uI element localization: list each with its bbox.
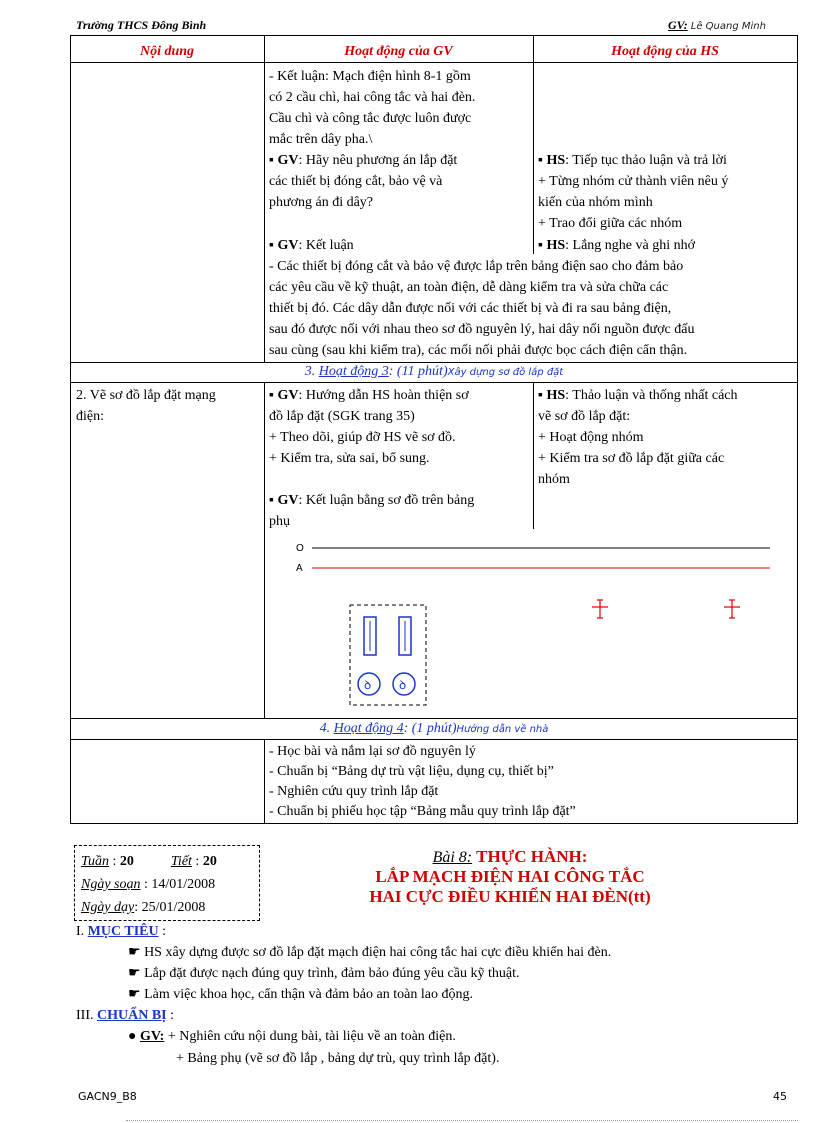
lesson-title-line1: Bài 8: THỰC HÀNH:: [432, 847, 588, 866]
lamp-2-icon: [724, 600, 740, 618]
col-divider-1b: [264, 382, 265, 718]
wiring-diagram: [270, 535, 790, 715]
objective-item: ☛ Làm việc khoa học, cẩn thận và đảm bảo an toàn lao động.: [128, 987, 473, 1002]
act3-bottom: [70, 382, 798, 383]
col-header-hs: Hoạt động của HS: [611, 44, 719, 59]
footer-code: GACN9_B8: [78, 1090, 137, 1103]
row1-bottom: [70, 362, 798, 363]
row2-bottom: [70, 718, 798, 719]
lesson-title: [290, 847, 730, 907]
row1-conclusion-text: - Các thiết bị đóng cắt và bảo vệ được lắp trên bảng điện sao cho đảm bảo các yêu cầu về kỹ thuật, an toàn điện, dễ dàng kiểm tra và sửa chữa các thiết bị đó. Các dây dẫn được nối với các thiết bị và đi ra sau bảng điện, sau đó được nối với nhau theo sơ đồ nguyên lý, hai dây nối nguồn được đấu sau cùng (sau khi kiểm tra), các mối nối phải được bọc cách điện cẩn thận.: [269, 259, 695, 358]
row2-content: 2. Vẽ sơ đồ lắp đặt mạng điện:: [76, 388, 216, 424]
activity-4-heading: 4. Hoạt động 4: (1 phút)Hướng dẫn về nhà: [319, 721, 549, 736]
activity-4-handwriting: Hướng dẫn về nhà: [456, 724, 549, 735]
switch-2-symbol: ꝺ: [399, 678, 407, 692]
table-left-border: [70, 36, 71, 823]
row1-gv-conclusion: - Kết luận: Mạch điện hình 8-1 gồm có 2 cầu chì, hai công tắc và hai đèn. Cầu chì và công tắc được luôn được mắc trên dây pha.\: [269, 69, 476, 147]
objective-item: ☛ Lắp đặt được nạch đúng quy trình, đảm bảo đúng yêu cầu kỹ thuật.: [128, 966, 520, 981]
row2-gv-guide: ▪ GV: Hướng dẫn HS hoàn thiện sơ đồ lắp đặt (SGK trang 35) + Theo dõi, giúp đỡ HS vẽ sơ đồ. + Kiểm tra, sửa sai, bổ sung.: [269, 388, 469, 466]
pointing-hand-icon: ☛: [128, 945, 141, 960]
footer-rule: [126, 1120, 798, 1121]
header-rule: [70, 35, 798, 36]
table-bottom: [70, 823, 798, 824]
row1-gv-question: ▪ GV: Hãy nêu phương án lắp đặt các thiết bị đóng cắt, bảo vệ và phương án đi dây?: [269, 153, 458, 210]
col-header-gv: Hoạt động của GV: [344, 44, 453, 59]
act4-bottom: [70, 739, 798, 740]
lesson-info-box: Tuần : 20 Tiết : 20 Ngày soạn : 14/01/2008 Ngày dạy: 25/01/2008: [74, 845, 260, 921]
objectives-heading: I. MỤC TIÊU :: [76, 924, 166, 939]
row3-homework: - Học bài và nắm lại sơ đồ nguyên lý - Chuẩn bị “Bảng dự trù vật liệu, dụng cụ, thiết bị” - Nghiên cứu quy trình lắp đặt - Chuẩn bị phiếu học tập “Bảng mẫu quy trình lắp đặt”: [269, 744, 576, 819]
lesson-title-line3: HAI CỰC ĐIỀU KHIỂN HAI ĐÈN(tt): [369, 887, 651, 906]
page-number: 45: [773, 1090, 787, 1103]
bullet-icon: ●: [128, 1029, 137, 1044]
wire-a-label: A: [296, 563, 303, 574]
prepare-gv-line1: ● GV: + Nghiên cứu nội dung bài, tài liệu về an toàn điện.: [128, 1029, 456, 1044]
objective-item: ☛ HS xây dựng được sơ đồ lắp đặt mạch điện hai công tắc hai cực điều khiển hai đèn.: [128, 945, 612, 960]
col-divider-1a: [264, 36, 265, 362]
pointing-hand-icon: ☛: [128, 987, 141, 1002]
wire-o-label: O: [296, 543, 304, 554]
activity-3-handwriting: Xây dựng sơ đồ lắp đặt: [447, 367, 564, 378]
switch-1-symbol: ꝺ: [364, 678, 372, 692]
row1-hs-listen: ▪ HS: Lắng nghe và ghi nhớ: [538, 238, 696, 253]
prepare-heading: III. CHUẨN BỊ :: [76, 1008, 175, 1023]
school-name: Trường THCS Đông Bình: [76, 18, 207, 32]
row1-hs-answer: ▪ HS: Tiếp tục thảo luận và trả lời + Từng nhóm cử thành viên nêu ý kiến của nhóm mình + Trao đổi giữa các nhóm: [538, 153, 729, 231]
teacher-label: [668, 18, 766, 33]
lamp-1-icon: [592, 600, 608, 618]
teacher-signature: Lê Quang Minh: [690, 21, 766, 32]
col-divider-2b: [533, 382, 534, 529]
col-header-content: Nội dung: [139, 44, 195, 59]
row1-gv-conclude: ▪ GV: Kết luận: [269, 238, 354, 253]
prepare-gv-line2: + Bảng phụ (vẽ sơ đồ lắp , bảng dự trù, quy trình lắp đặt).: [176, 1051, 500, 1066]
gv-label: GV:: [668, 18, 688, 32]
pointing-hand-icon: ☛: [128, 966, 141, 981]
row2-gv-conclude: ▪ GV: Kết luận bằng sơ đồ trên bảng phụ: [269, 493, 475, 529]
lesson-title-line2: LẮP MẠCH ĐIỆN HAI CÔNG TẮC: [375, 867, 645, 886]
panel-board: [350, 605, 426, 705]
table-right-border: [797, 36, 798, 823]
col-divider-1c: [264, 739, 265, 823]
activity-3-heading: 3. Hoạt động 3: (11 phút)Xây dựng sơ đồ lắp đặt: [304, 364, 564, 379]
col-divider-2a: [533, 36, 534, 254]
row2-hs: ▪ HS: Thảo luận và thống nhất cách vẽ sơ đồ lắp đặt: + Hoạt động nhóm + Kiểm tra sơ đồ lắp đặt giữa các nhóm: [538, 388, 738, 487]
header-row-bottom: [70, 62, 798, 63]
